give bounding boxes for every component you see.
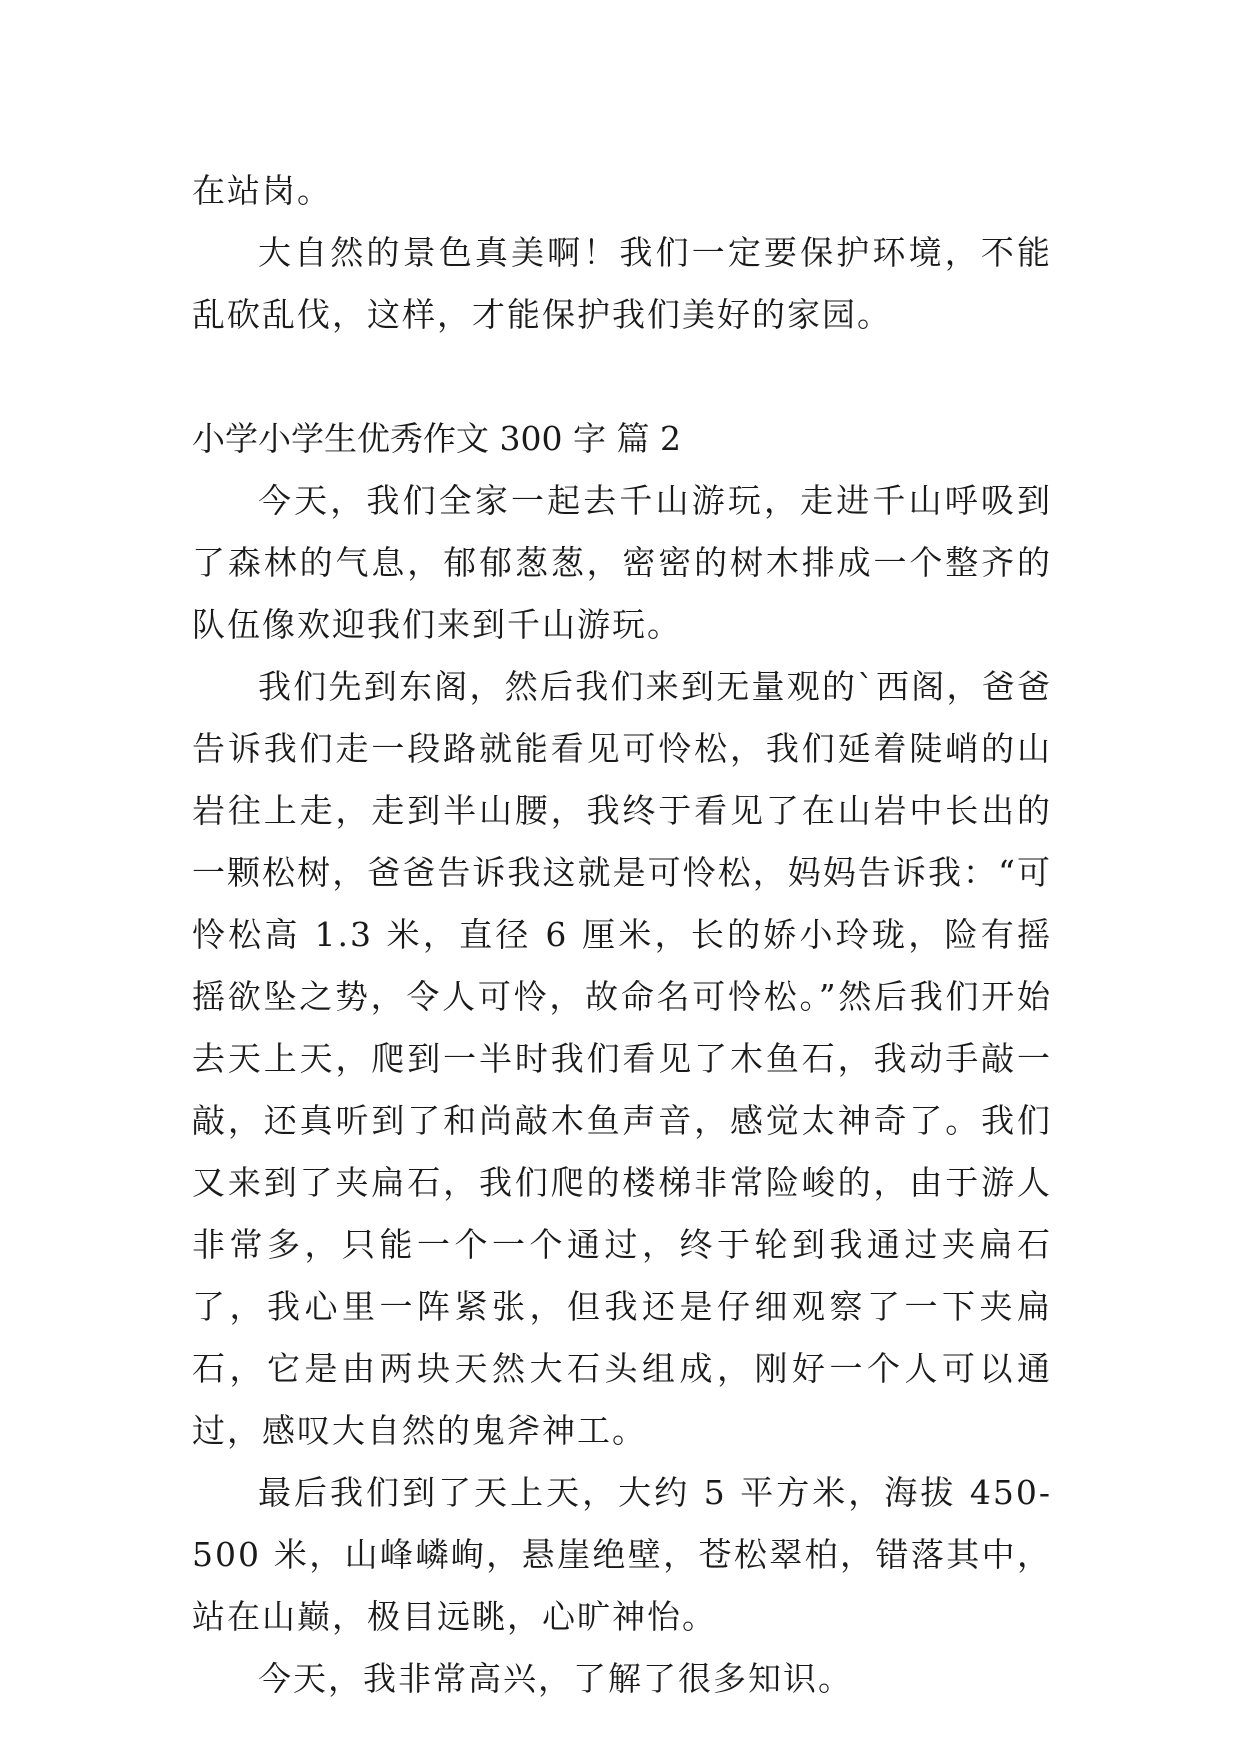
section-heading: 小学小学生优秀作文 300 字 篇 2 [192, 419, 681, 458]
section-spacer [192, 346, 1052, 408]
document-body [192, 160, 1052, 1710]
paragraph: 大自然的景色真美啊！我们一定要保护环境，不能乱砍乱伐，这样，才能保护我们美好的家园。 [192, 233, 1052, 334]
paragraph: 最后我们到了天上天，大约 5 平方米，海拔 450-500 米，山峰嶙峋，悬崖绝壁，苍松翠柏，错落其中，站在山巅，极目远眺，心旷神怡。 [192, 1473, 1052, 1636]
paragraph: 今天，我们全家一起去千山游玩，走进千山呼吸到了森林的气息，郁郁葱葱，密密的树木排成一个整齐的队伍像欢迎我们来到千山游玩。 [192, 481, 1052, 644]
paragraph: 我们先到东阁，然后我们来到无量观的`西阁，爸爸告诉我们走一段路就能看见可怜松，我们延着陡峭的山岩往上走，走到半山腰，我终于看见了在山岩中长出的一颗松树，爸爸告诉我这就是可怜松，妈妈告诉我：“可怜松高 1.3 米，直径 6 厘米，长的娇小玲珑，险有摇摇欲坠之势，令人可怜，故命名可怜松。”然后我们开始去天上天，爬到一半时我们看见了木鱼石，我动手敲一敲，还真听到了和尚敲木鱼声音，感觉太神奇了。我们又来到了夹扁石，我们爬的楼梯非常险峻的，由于游人非常多，只能一个一个通过，终于轮到我通过夹扁石了，我心里一阵紧张，但我还是仔细观察了一下夹扁石，它是由两块天然大石头组成，刚好一个人可以通过，感叹大自然的鬼斧神工。 [192, 667, 1052, 1450]
paragraph-continuation: 在站岗。 [192, 171, 332, 210]
paragraph: 今天，我非常高兴，了解了很多知识。 [258, 1659, 853, 1698]
